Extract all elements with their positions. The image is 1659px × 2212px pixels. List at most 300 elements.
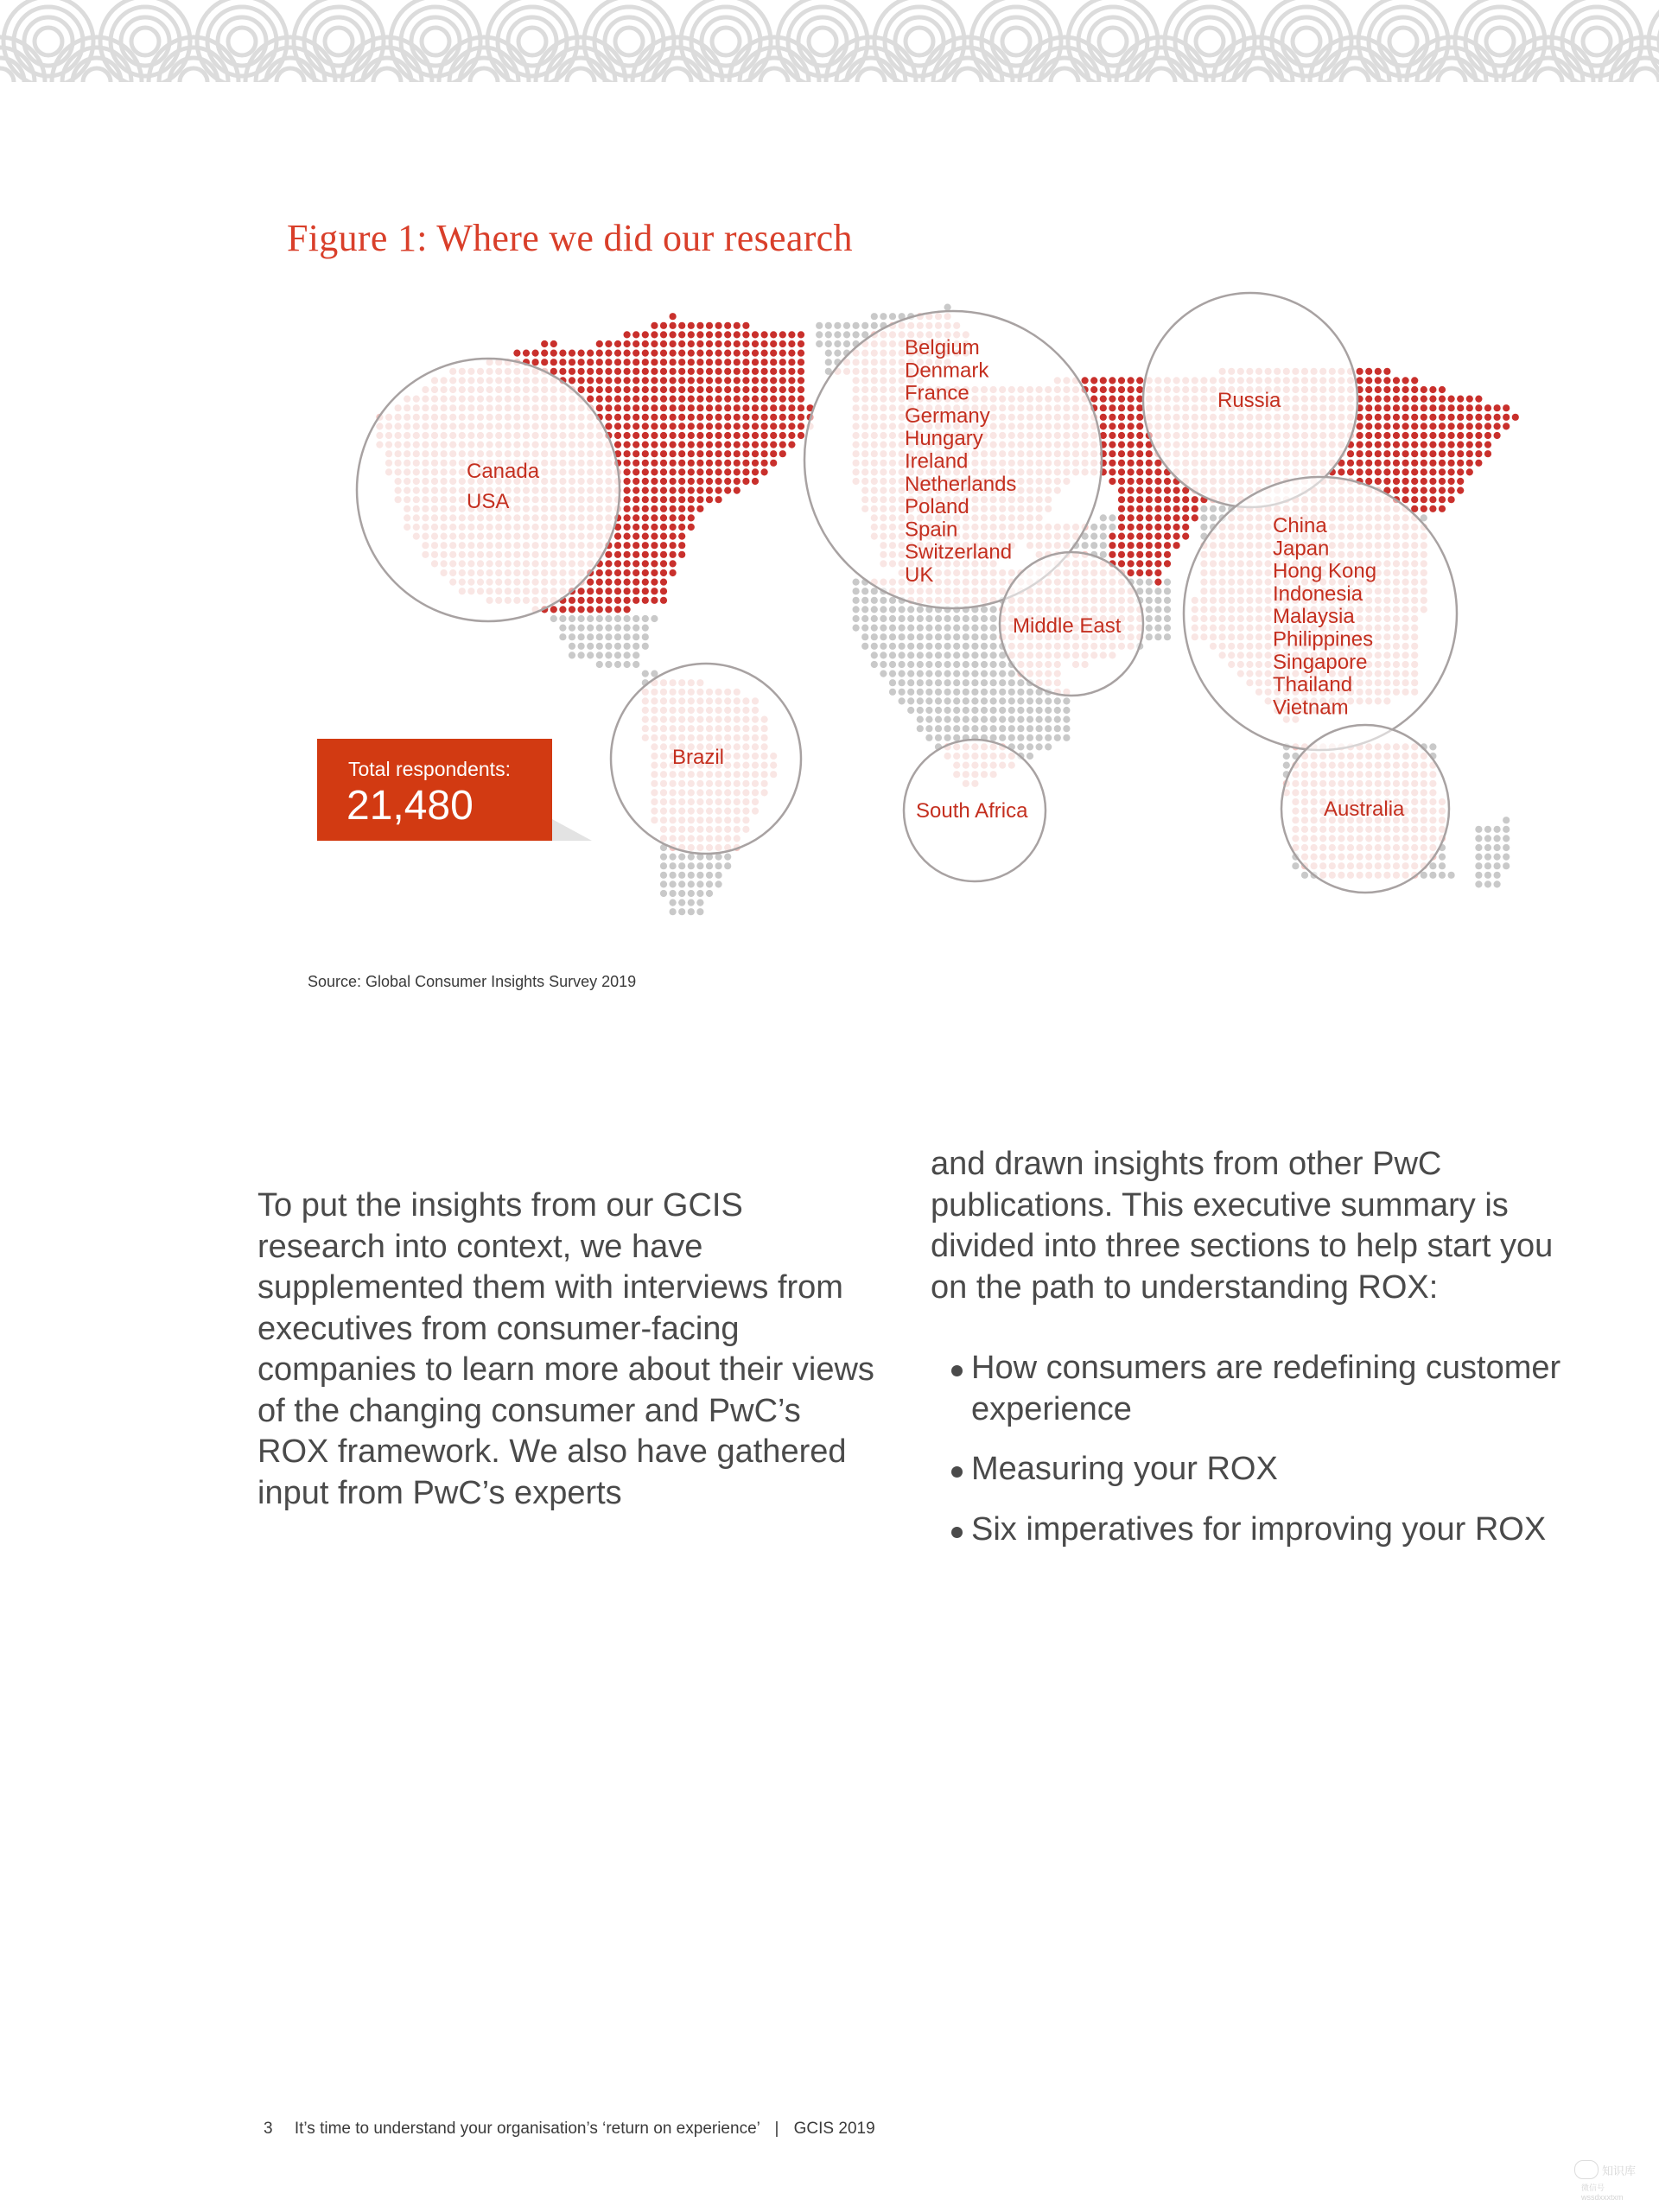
map-dot xyxy=(917,671,924,677)
map-dot xyxy=(999,689,1006,696)
map-dot xyxy=(880,615,887,622)
map-dot xyxy=(1164,606,1171,613)
map-dot xyxy=(1484,450,1491,457)
map-dot xyxy=(1136,414,1143,421)
map-dot xyxy=(1402,496,1409,503)
map-dot xyxy=(953,734,960,741)
map-dot xyxy=(1164,597,1171,604)
map-dot xyxy=(935,661,942,668)
pattern-ring xyxy=(1185,17,1234,66)
map-dot xyxy=(1421,423,1427,429)
map-dot xyxy=(596,350,603,357)
map-dot xyxy=(825,350,832,357)
map-dot xyxy=(734,432,741,439)
map-dot xyxy=(990,716,997,723)
map-dot xyxy=(596,633,603,640)
map-dot xyxy=(963,615,969,622)
map-dot xyxy=(1494,404,1501,411)
map-dot xyxy=(624,377,631,384)
map-dot xyxy=(1118,404,1125,411)
map-dot xyxy=(1017,725,1024,732)
map-dot xyxy=(1503,423,1510,429)
map-dot xyxy=(605,414,612,421)
map-dot xyxy=(614,551,621,558)
map-dot xyxy=(779,331,786,338)
map-dot xyxy=(1128,468,1135,475)
map-dot xyxy=(1429,404,1436,411)
map-dot xyxy=(696,331,703,338)
map-dot xyxy=(1429,743,1436,750)
map-dot xyxy=(614,350,621,357)
map-dot xyxy=(651,496,658,503)
map-dot xyxy=(944,679,951,686)
map-dot xyxy=(688,862,695,869)
map-dot xyxy=(935,615,942,622)
map-dot xyxy=(1192,505,1198,512)
map-dot xyxy=(1457,404,1464,411)
map-dot xyxy=(605,423,612,429)
map-dot xyxy=(1375,423,1382,429)
map-dot xyxy=(944,661,951,668)
map-dot xyxy=(651,514,658,521)
region-label-line: Singapore xyxy=(1273,650,1368,674)
map-dot xyxy=(660,386,667,393)
map-dot xyxy=(1136,377,1143,384)
map-dot xyxy=(1164,633,1171,640)
map-dot xyxy=(624,588,631,594)
map-dot xyxy=(688,460,695,467)
map-dot xyxy=(587,579,594,586)
map-dot xyxy=(990,734,997,741)
map-dot xyxy=(632,514,639,521)
map-dot xyxy=(632,542,639,549)
map-dot xyxy=(642,569,649,576)
map-dot xyxy=(688,890,695,897)
map-dot xyxy=(1128,386,1135,393)
map-dot xyxy=(624,450,631,457)
wechat-icon xyxy=(1574,2160,1599,2179)
map-dot xyxy=(761,331,768,338)
decorative-header-pattern xyxy=(0,0,1659,82)
map-dot xyxy=(1475,404,1482,411)
map-dot xyxy=(1283,753,1290,760)
map-dot xyxy=(1128,478,1135,485)
map-dot xyxy=(1154,597,1161,604)
map-dot xyxy=(1136,460,1143,467)
map-dot xyxy=(1008,707,1015,714)
map-dot xyxy=(925,697,932,704)
map-dot xyxy=(1512,414,1519,421)
map-dot xyxy=(1421,414,1427,421)
map-dot xyxy=(1100,423,1107,429)
map-dot xyxy=(678,368,685,375)
map-dot xyxy=(1045,743,1052,750)
pattern-ring xyxy=(276,68,304,82)
map-dot xyxy=(1357,432,1363,439)
region-label-line: Canada xyxy=(467,460,540,483)
map-dot xyxy=(660,597,667,604)
map-dot xyxy=(752,478,759,485)
map-dot xyxy=(981,633,988,640)
map-dot xyxy=(678,396,685,403)
map-dot xyxy=(1136,432,1143,439)
map-dot xyxy=(907,707,914,714)
map-dot xyxy=(1411,423,1418,429)
map-dot xyxy=(670,880,677,887)
map-dot xyxy=(1475,844,1482,851)
map-dot xyxy=(651,340,658,347)
map-dot xyxy=(734,460,741,467)
map-dot xyxy=(871,643,878,650)
map-dot xyxy=(907,679,914,686)
map-dot xyxy=(907,615,914,622)
map-dot xyxy=(1154,542,1161,549)
map-dot xyxy=(624,606,631,613)
map-dot xyxy=(706,880,713,887)
map-dot xyxy=(770,377,777,384)
map-dot xyxy=(798,432,804,439)
map-dot xyxy=(651,468,658,475)
map-dot xyxy=(624,560,631,567)
pattern-ring xyxy=(1293,28,1320,55)
map-dot xyxy=(953,652,960,658)
map-dot xyxy=(899,679,906,686)
map-dot xyxy=(1375,368,1382,375)
map-dot xyxy=(651,569,658,576)
map-dot xyxy=(770,442,777,448)
map-dot xyxy=(624,579,631,586)
pattern-ring xyxy=(895,17,944,66)
map-dot xyxy=(1475,854,1482,861)
map-dot xyxy=(742,414,749,421)
map-dot xyxy=(834,350,841,357)
pattern-ring xyxy=(422,28,449,55)
map-dot xyxy=(853,322,860,329)
map-dot xyxy=(843,322,850,329)
map-dot xyxy=(1393,386,1400,393)
map-dot xyxy=(981,671,988,677)
map-dot xyxy=(642,643,649,650)
list-item: Six imperatives for improving your ROX xyxy=(948,1510,1605,1551)
map-dot xyxy=(752,423,759,429)
pattern-ring xyxy=(1476,17,1524,66)
map-dot xyxy=(1411,432,1418,439)
map-dot xyxy=(678,414,685,421)
map-dot xyxy=(724,331,731,338)
map-dot xyxy=(696,890,703,897)
map-dot xyxy=(670,524,677,531)
map-dot xyxy=(624,404,631,411)
map-dot xyxy=(624,478,631,485)
map-dot xyxy=(632,505,639,512)
map-dot xyxy=(715,350,722,357)
map-dot xyxy=(1439,478,1446,485)
map-dot xyxy=(944,697,951,704)
map-dot xyxy=(861,625,868,632)
map-dot xyxy=(1182,533,1189,540)
map-dot xyxy=(1448,496,1455,503)
map-dot xyxy=(706,872,713,879)
map-dot xyxy=(624,432,631,439)
map-dot xyxy=(670,514,677,521)
map-dot xyxy=(1475,396,1482,403)
map-dot xyxy=(1439,496,1446,503)
map-dot xyxy=(770,423,777,429)
map-dot xyxy=(1164,524,1171,531)
map-dot xyxy=(752,468,759,475)
map-dot xyxy=(1475,826,1482,833)
map-dot xyxy=(1365,423,1372,429)
map-dot xyxy=(1411,414,1418,421)
map-dot xyxy=(935,689,942,696)
pattern-ring xyxy=(470,68,498,82)
map-dot xyxy=(642,633,649,640)
map-dot xyxy=(1027,734,1033,741)
map-dot xyxy=(880,643,887,650)
map-dot xyxy=(632,396,639,403)
map-dot xyxy=(614,633,621,640)
map-dot xyxy=(1429,450,1436,457)
map-dot xyxy=(706,478,713,485)
map-dot xyxy=(843,340,850,347)
map-dot xyxy=(587,625,594,632)
map-dot xyxy=(696,368,703,375)
map-dot xyxy=(1484,844,1491,851)
map-dot xyxy=(632,442,639,448)
map-dot xyxy=(1027,753,1033,760)
map-dot xyxy=(1136,450,1143,457)
map-dot xyxy=(734,487,741,494)
map-dot xyxy=(1402,386,1409,393)
map-dot xyxy=(779,396,786,403)
map-dot xyxy=(1365,377,1372,384)
map-dot xyxy=(651,322,658,329)
map-dot xyxy=(1421,505,1427,512)
map-dot xyxy=(1182,514,1189,521)
map-dot xyxy=(624,396,631,403)
pattern-ring xyxy=(373,68,401,82)
map-dot xyxy=(632,331,639,338)
total-respondents-value: 21,480 xyxy=(346,783,474,829)
map-dot xyxy=(614,625,621,632)
map-dot xyxy=(660,432,667,439)
map-dot xyxy=(816,331,823,338)
region-label-line: Brazil xyxy=(672,746,725,769)
map-dot xyxy=(953,679,960,686)
pattern-ring xyxy=(809,28,836,55)
map-dot xyxy=(1128,404,1135,411)
map-dot xyxy=(550,350,557,357)
map-dot xyxy=(1146,588,1153,594)
map-dot xyxy=(1045,734,1052,741)
map-dot xyxy=(990,679,997,686)
map-dot xyxy=(1146,460,1153,467)
map-dot xyxy=(742,450,749,457)
map-dot xyxy=(642,487,649,494)
map-dot xyxy=(1017,716,1024,723)
map-dot xyxy=(1173,533,1180,540)
map-dot xyxy=(696,880,703,887)
map-dot xyxy=(632,652,639,658)
map-dot xyxy=(587,359,594,365)
region-label-middle-east xyxy=(1013,614,1122,638)
map-dot xyxy=(1154,560,1161,567)
map-dot xyxy=(696,350,703,357)
pattern-ring xyxy=(906,28,933,55)
map-dot xyxy=(798,404,804,411)
map-dot xyxy=(963,725,969,732)
region-label-line: Australia xyxy=(1324,798,1405,821)
map-dot xyxy=(944,734,951,741)
map-dot xyxy=(899,615,906,622)
map-dot xyxy=(614,386,621,393)
map-dot xyxy=(1421,478,1427,485)
map-dot xyxy=(632,579,639,586)
map-dot xyxy=(642,478,649,485)
map-dot xyxy=(742,404,749,411)
watermark-sub: 微信号 wssdxxxtxm xyxy=(1581,2183,1624,2202)
map-dot xyxy=(853,615,860,622)
map-dot xyxy=(1375,386,1382,393)
map-dot xyxy=(1421,404,1427,411)
map-dot xyxy=(660,496,667,503)
map-dot xyxy=(696,505,703,512)
map-dot xyxy=(917,606,924,613)
map-dot xyxy=(1164,514,1171,521)
map-dot xyxy=(1090,396,1097,403)
map-dot xyxy=(660,560,667,567)
map-dot xyxy=(1375,396,1382,403)
map-dot xyxy=(706,377,713,384)
map-dot xyxy=(1457,423,1464,429)
map-dot xyxy=(1494,826,1501,833)
map-dot xyxy=(1027,725,1033,732)
map-dot xyxy=(871,313,878,320)
map-dot xyxy=(853,625,860,632)
map-dot xyxy=(1109,414,1116,421)
map-dot xyxy=(935,643,942,650)
map-dot xyxy=(990,671,997,677)
map-dot xyxy=(678,524,685,531)
map-dot xyxy=(1146,542,1153,549)
map-dot xyxy=(742,432,749,439)
map-dot xyxy=(1128,542,1135,549)
map-dot xyxy=(1457,396,1464,403)
map-dot xyxy=(1457,478,1464,485)
pattern-ring xyxy=(992,17,1040,66)
map-dot xyxy=(715,359,722,365)
map-dot xyxy=(761,423,768,429)
map-dot xyxy=(899,661,906,668)
map-dot xyxy=(1421,872,1427,879)
map-dot xyxy=(1402,432,1409,439)
map-dot xyxy=(678,377,685,384)
map-dot xyxy=(624,524,631,531)
map-dot xyxy=(1164,542,1171,549)
region-label-russia xyxy=(1217,389,1281,412)
map-dot xyxy=(1109,524,1116,531)
map-dot xyxy=(1475,450,1482,457)
pattern-ring xyxy=(1389,28,1417,55)
map-dot xyxy=(688,908,695,915)
map-dot xyxy=(670,899,677,906)
map-dot xyxy=(651,450,658,457)
map-dot xyxy=(569,615,575,622)
map-dot xyxy=(1027,707,1033,714)
map-dot xyxy=(742,396,749,403)
body-paragraph-left: To put the insights from our GCIS research into context, we have supplemented them with interviews from executives from consumer-facing companies to learn more about their views of the changing consumer and PwC’s ROX framework. We also have gathered input from PwC’s experts xyxy=(257,1187,874,1511)
map-dot xyxy=(678,450,685,457)
map-dot xyxy=(1118,524,1125,531)
map-dot xyxy=(1118,514,1125,521)
map-dot xyxy=(861,643,868,650)
map-dot xyxy=(1402,468,1409,475)
pattern-ring xyxy=(180,68,207,82)
map-dot xyxy=(624,368,631,375)
map-dot xyxy=(816,322,823,329)
map-dot xyxy=(861,606,868,613)
map-dot xyxy=(1421,496,1427,503)
map-dot xyxy=(779,386,786,393)
map-dot xyxy=(1109,551,1116,558)
pattern-ring xyxy=(605,17,653,66)
map-dot xyxy=(1457,460,1464,467)
map-dot xyxy=(706,460,713,467)
map-dot xyxy=(569,652,575,658)
map-dot xyxy=(981,615,988,622)
map-dot xyxy=(614,588,621,594)
map-dot xyxy=(569,625,575,632)
region-label-line: Vietnam xyxy=(1273,696,1349,720)
map-dot xyxy=(660,505,667,512)
map-dot xyxy=(696,404,703,411)
map-dot xyxy=(1457,487,1464,494)
map-dot xyxy=(853,597,860,604)
map-dot xyxy=(907,652,914,658)
map-dot xyxy=(999,661,1006,668)
map-dot xyxy=(1383,414,1390,421)
map-dot xyxy=(953,671,960,677)
map-dot xyxy=(1136,423,1143,429)
map-dot xyxy=(688,899,695,906)
map-dot xyxy=(935,716,942,723)
map-dot xyxy=(1128,551,1135,558)
pattern-ring xyxy=(1244,68,1272,82)
map-dot xyxy=(670,450,677,457)
map-dot xyxy=(889,625,896,632)
map-dot xyxy=(981,707,988,714)
map-dot xyxy=(770,414,777,421)
map-dot xyxy=(1439,414,1446,421)
map-dot xyxy=(678,404,685,411)
map-dot xyxy=(1128,533,1135,540)
map-dot xyxy=(1411,460,1418,467)
map-dot xyxy=(981,689,988,696)
map-dot xyxy=(614,579,621,586)
map-dot xyxy=(632,377,639,384)
map-dot xyxy=(578,377,585,384)
map-dot xyxy=(899,671,906,677)
map-dot xyxy=(1457,414,1464,421)
map-dot xyxy=(798,423,804,429)
pattern-ring xyxy=(228,28,256,55)
map-dot xyxy=(1484,872,1491,879)
map-dot xyxy=(513,350,520,357)
map-dot xyxy=(1045,697,1052,704)
map-dot xyxy=(1182,524,1189,531)
sections-list xyxy=(948,1348,1605,1569)
map-dot xyxy=(935,633,942,640)
